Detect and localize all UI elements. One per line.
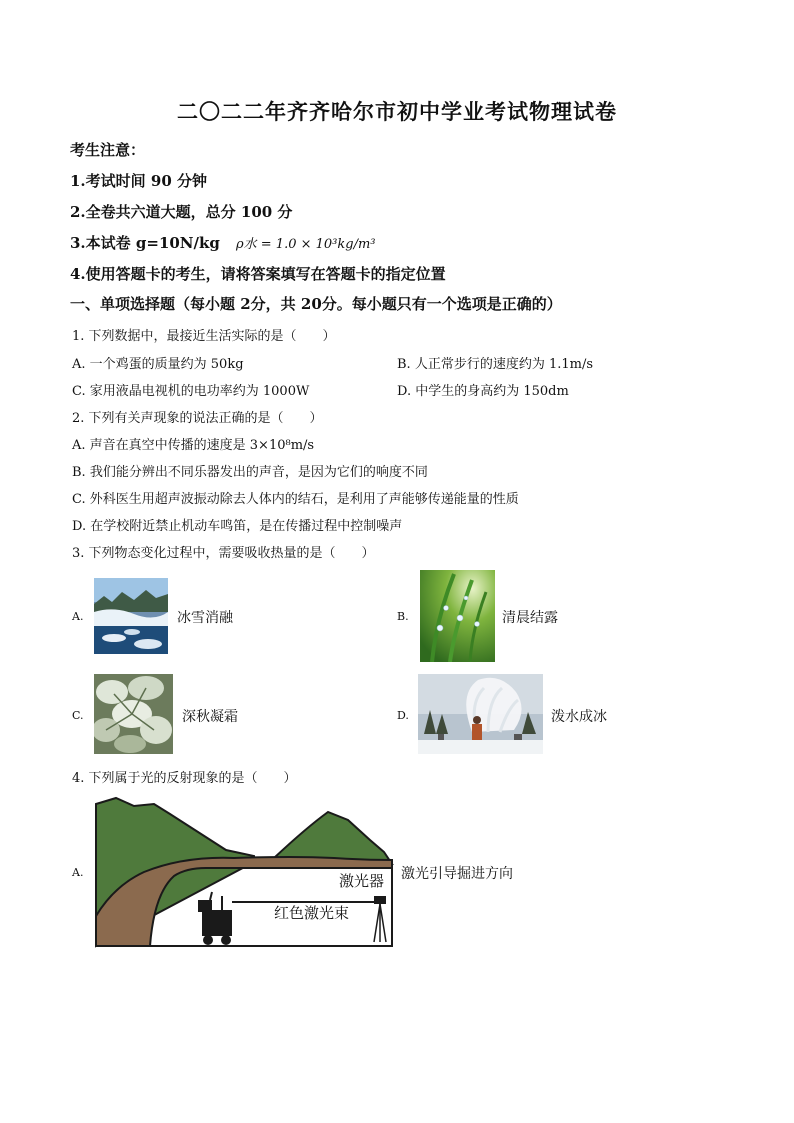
question-3-option-c-letter: C. [72,709,84,722]
notice-item-4: 4.使用答题卡的考生，请将答案填写在答题卡的指定位置 [70,265,446,283]
laser-label: 激光器 [339,872,385,890]
water-density: ρ水 = 1.0 × 10³kg/m³ [236,237,376,252]
question-4-stem: 4. 下列属于光的反射现象的是（ ） [72,771,297,786]
question-3-stem: 3. 下列物态变化过程中，需要吸收热量的是（ ） [72,546,375,561]
question-3-option-b-caption: 清晨结露 [502,610,558,626]
section-heading: 一、单项选择题（每小题 2分，共 20分。每小题只有一个选项是正确的） [70,295,562,313]
question-3-option-b-letter: B. [397,610,409,623]
question-2-option-c: C. 外科医生用超声波振动除去人体内的结石，是利用了声能够传递能量的性质 [72,492,519,507]
question-2-option-d: D. 在学校附近禁止机动车鸣笛，是在传播过程中控制噪声 [72,519,403,534]
question-3-option-a-caption: 冰雪消融 [177,610,233,626]
question-2-stem: 2. 下列有关声现象的说法正确的是（ ） [72,411,323,426]
autumn-frost-image [94,674,173,754]
notice-heading: 考生注意： [70,141,146,159]
notice-item-2: 2.全卷共六道大题，总分 100 分 [70,203,293,221]
question-3-option-d-letter: D. [397,709,409,722]
notice-item-1: 1.考试时间 90 分钟 [70,172,207,190]
laser-beam-label: 红色激光束 [274,904,350,922]
question-1-option-b: B. 人正常步行的速度约为 1.1m/s [397,357,594,372]
question-1-option-d: D. 中学生的身高约为 150dm [397,384,569,399]
question-1-stem: 1. 下列数据中，最接近生活实际的是（ ） [72,329,336,344]
question-3-option-c-caption: 深秋凝霜 [182,709,238,725]
question-3-option-a-letter: A. [72,610,84,623]
ice-melting-image [94,578,168,654]
water-to-ice-image [418,674,543,754]
question-4-option-a-caption: 激光引导掘进方向 [401,866,513,882]
question-1-option-c: C. 家用液晶电视机的电功率约为 1000W [72,384,310,399]
question-1-option-a: A. 一个鸡蛋的质量约为 50kg [72,357,244,372]
morning-dew-image [420,570,495,662]
page-title: 二〇二二年齐齐哈尔市初中学业考试物理试卷 [177,99,617,124]
question-3-option-d-caption: 泼水成冰 [551,709,607,725]
question-4-option-a-letter: A. [72,866,84,879]
notice-item-3: 3.本试卷 g=10N/kg [70,234,220,252]
tunnel-laser-diagram [94,796,394,948]
question-2-option-a: A. 声音在真空中传播的速度是 3×10⁸m/s [72,438,315,453]
question-2-option-b: B. 我们能分辨出不同乐器发出的声音，是因为它们的响度不同 [72,465,428,480]
